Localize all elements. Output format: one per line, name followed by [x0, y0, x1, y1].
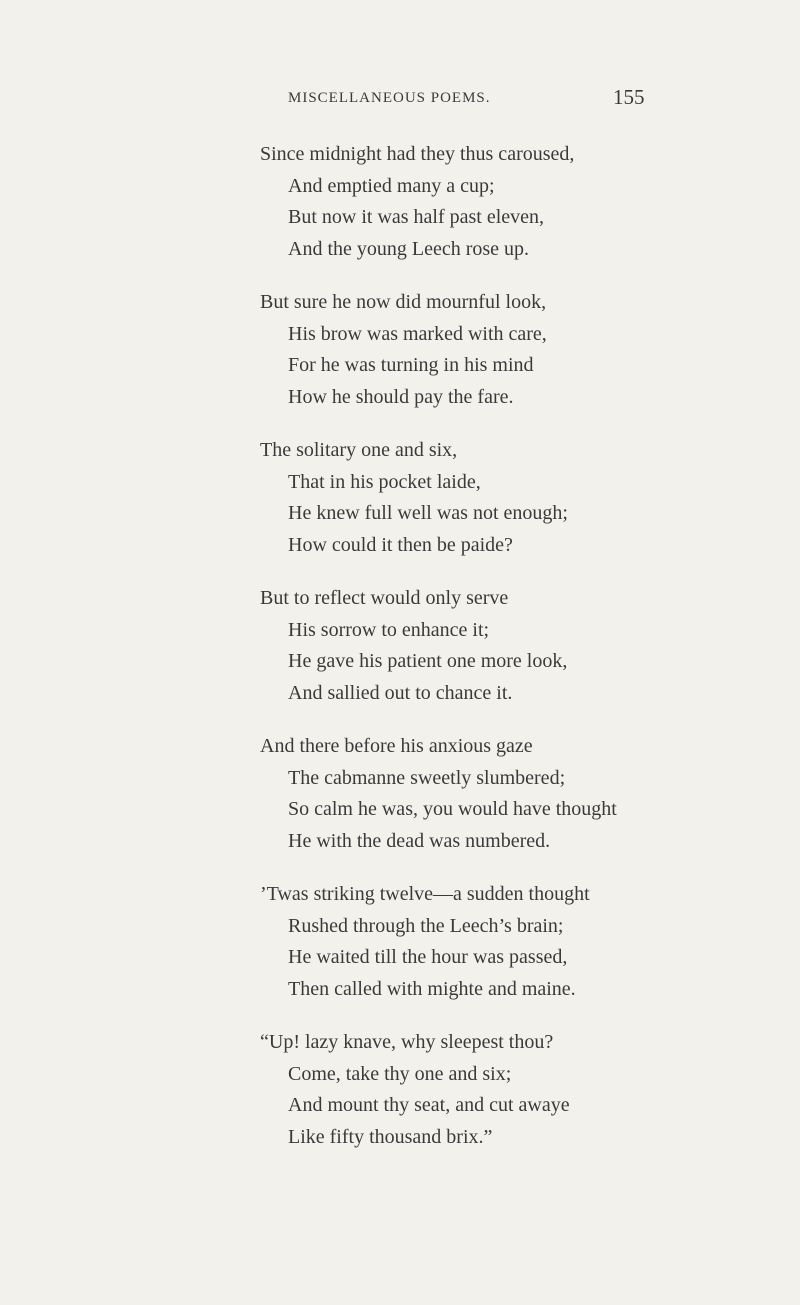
poem-line: And mount thy seat, and cut awaye — [288, 1094, 570, 1116]
page-header — [0, 85, 800, 112]
poem-line: He gave his patient one more look, — [288, 650, 568, 672]
stanza — [260, 583, 720, 709]
poem-line: That in his pocket laide, — [288, 470, 481, 493]
page-number: 155 — [613, 85, 645, 109]
stanza — [260, 435, 720, 561]
running-title: MISCELLANEOUS POEMS. — [288, 90, 491, 106]
poem-line: Rushed through the Leech’s brain; — [288, 914, 564, 937]
poem-line: The cabmanne sweetly slumbered; — [288, 766, 566, 789]
poem-line: He waited till the hour was passed, — [288, 946, 568, 968]
poem-line: And the young Leech rose up. — [288, 237, 530, 260]
poem-line: For he was turning in his mind — [288, 354, 534, 376]
poem-line: How he should pay the fare. — [288, 385, 514, 408]
poem-line: And there before his anxious gaze — [260, 735, 533, 757]
poem-line: But to reflect would only serve — [260, 587, 509, 609]
stanza — [260, 879, 720, 1005]
poem-line: His brow was marked with care, — [288, 322, 547, 345]
stanza — [260, 1027, 720, 1153]
stanza — [260, 731, 720, 857]
poem-line: Come, take thy one and six; — [288, 1062, 512, 1085]
poem-line: And sallied out to chance it. — [288, 681, 513, 704]
poem-line: Then called with mighte and maine. — [288, 977, 576, 1000]
poem-line: But now it was half past eleven, — [288, 206, 545, 228]
poem-line: So calm he was, you would have thought — [288, 798, 617, 820]
poem — [260, 139, 720, 1175]
poem-line: His sorrow to enhance it; — [288, 618, 490, 641]
poem-line: But sure he now did mournful look, — [260, 291, 547, 313]
poem-line: And emptied many a cup; — [288, 174, 495, 197]
poem-line: Like fifty thousand brix.” — [288, 1125, 493, 1148]
poem-line: ’Twas striking twelve—a sudden thought — [260, 883, 590, 905]
stanza — [260, 287, 720, 413]
poem-line: Since midnight had they thus caroused, — [260, 143, 575, 165]
poem-line: He knew full well was not enough; — [288, 502, 568, 524]
poem-line: The solitary one and six, — [260, 439, 458, 461]
poem-line: How could it then be paide? — [288, 533, 513, 556]
poem-line: He with the dead was numbered. — [288, 829, 551, 852]
stanza — [260, 139, 720, 265]
poem-line: “Up! lazy knave, why sleepest thou? — [260, 1031, 554, 1053]
